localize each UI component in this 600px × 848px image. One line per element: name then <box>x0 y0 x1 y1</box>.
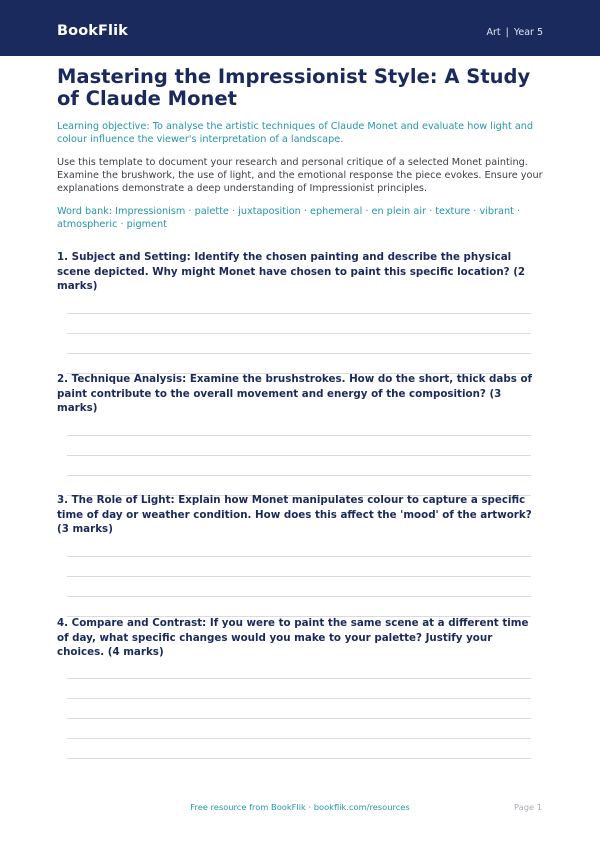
intro-paragraph: Use this template to document your research and personal critique of a selected Monet painting. Examine the brushwork, the use of light, and the emotional response the piece evokes. Ensure your explanations demonstrate a deep understanding of Impressionist principles. <box>57 157 543 194</box>
question-2: 2. Technique Analysis: Examine the brushstrokes. How do the short, thick dabs of paint contribute to the overall movement and energy of the composition? (3 marks) <box>57 373 533 414</box>
subject-label: Art <box>486 27 501 38</box>
learning-objective: Learning objective: To analyse the artistic techniques of Claude Monet and evaluate how light and colour influence the viewer's interpretation of a landscape. <box>57 121 534 145</box>
answer-line[interactable] <box>67 333 531 334</box>
header-bar <box>0 0 600 56</box>
meta-separator: | <box>505 27 509 38</box>
answer-line[interactable] <box>67 596 531 597</box>
answer-line[interactable] <box>67 718 531 719</box>
year-label: Year 5 <box>513 27 543 38</box>
footer-text[interactable]: Free resource from BookFlik · bookflik.com/resources <box>190 802 410 812</box>
answer-line[interactable] <box>67 576 531 577</box>
question-3: 3. The Role of Light: Explain how Monet manipulates colour to capture a specific time of day or weather condition. How does this affect the 'mood' of the artwork? (3 marks) <box>57 494 532 535</box>
answer-line[interactable] <box>67 455 531 456</box>
answer-line[interactable] <box>67 435 531 436</box>
page-number: Page 1 <box>513 802 542 812</box>
brand-logo[interactable]: BookFlik <box>57 23 128 39</box>
answer-line[interactable] <box>67 738 531 739</box>
header-meta <box>486 27 543 38</box>
answer-line[interactable] <box>67 313 531 314</box>
answer-line[interactable] <box>67 758 531 759</box>
word-bank: Word bank: Impressionism · palette · juxtaposition · ephemeral · en plein air · texture · vibrant · atmospheric · pigment <box>57 206 521 230</box>
answer-line[interactable] <box>67 678 531 679</box>
answer-line[interactable] <box>67 698 531 699</box>
answer-line[interactable] <box>67 353 531 354</box>
page-title: Mastering the Impressionist Style: A Study of Claude Monet <box>57 65 531 110</box>
question-4: 4. Compare and Contrast: If you were to paint the same scene at a different time of day, what specific changes would you make to your palette? Justify your choices. (4 marks) <box>57 617 529 658</box>
answer-line[interactable] <box>67 556 531 557</box>
answer-line[interactable] <box>67 475 531 476</box>
question-1: 1. Subject and Setting: Identify the chosen painting and describe the physical scene depicted. Why might Monet have chosen to paint this specific location? (2 marks) <box>57 251 526 292</box>
